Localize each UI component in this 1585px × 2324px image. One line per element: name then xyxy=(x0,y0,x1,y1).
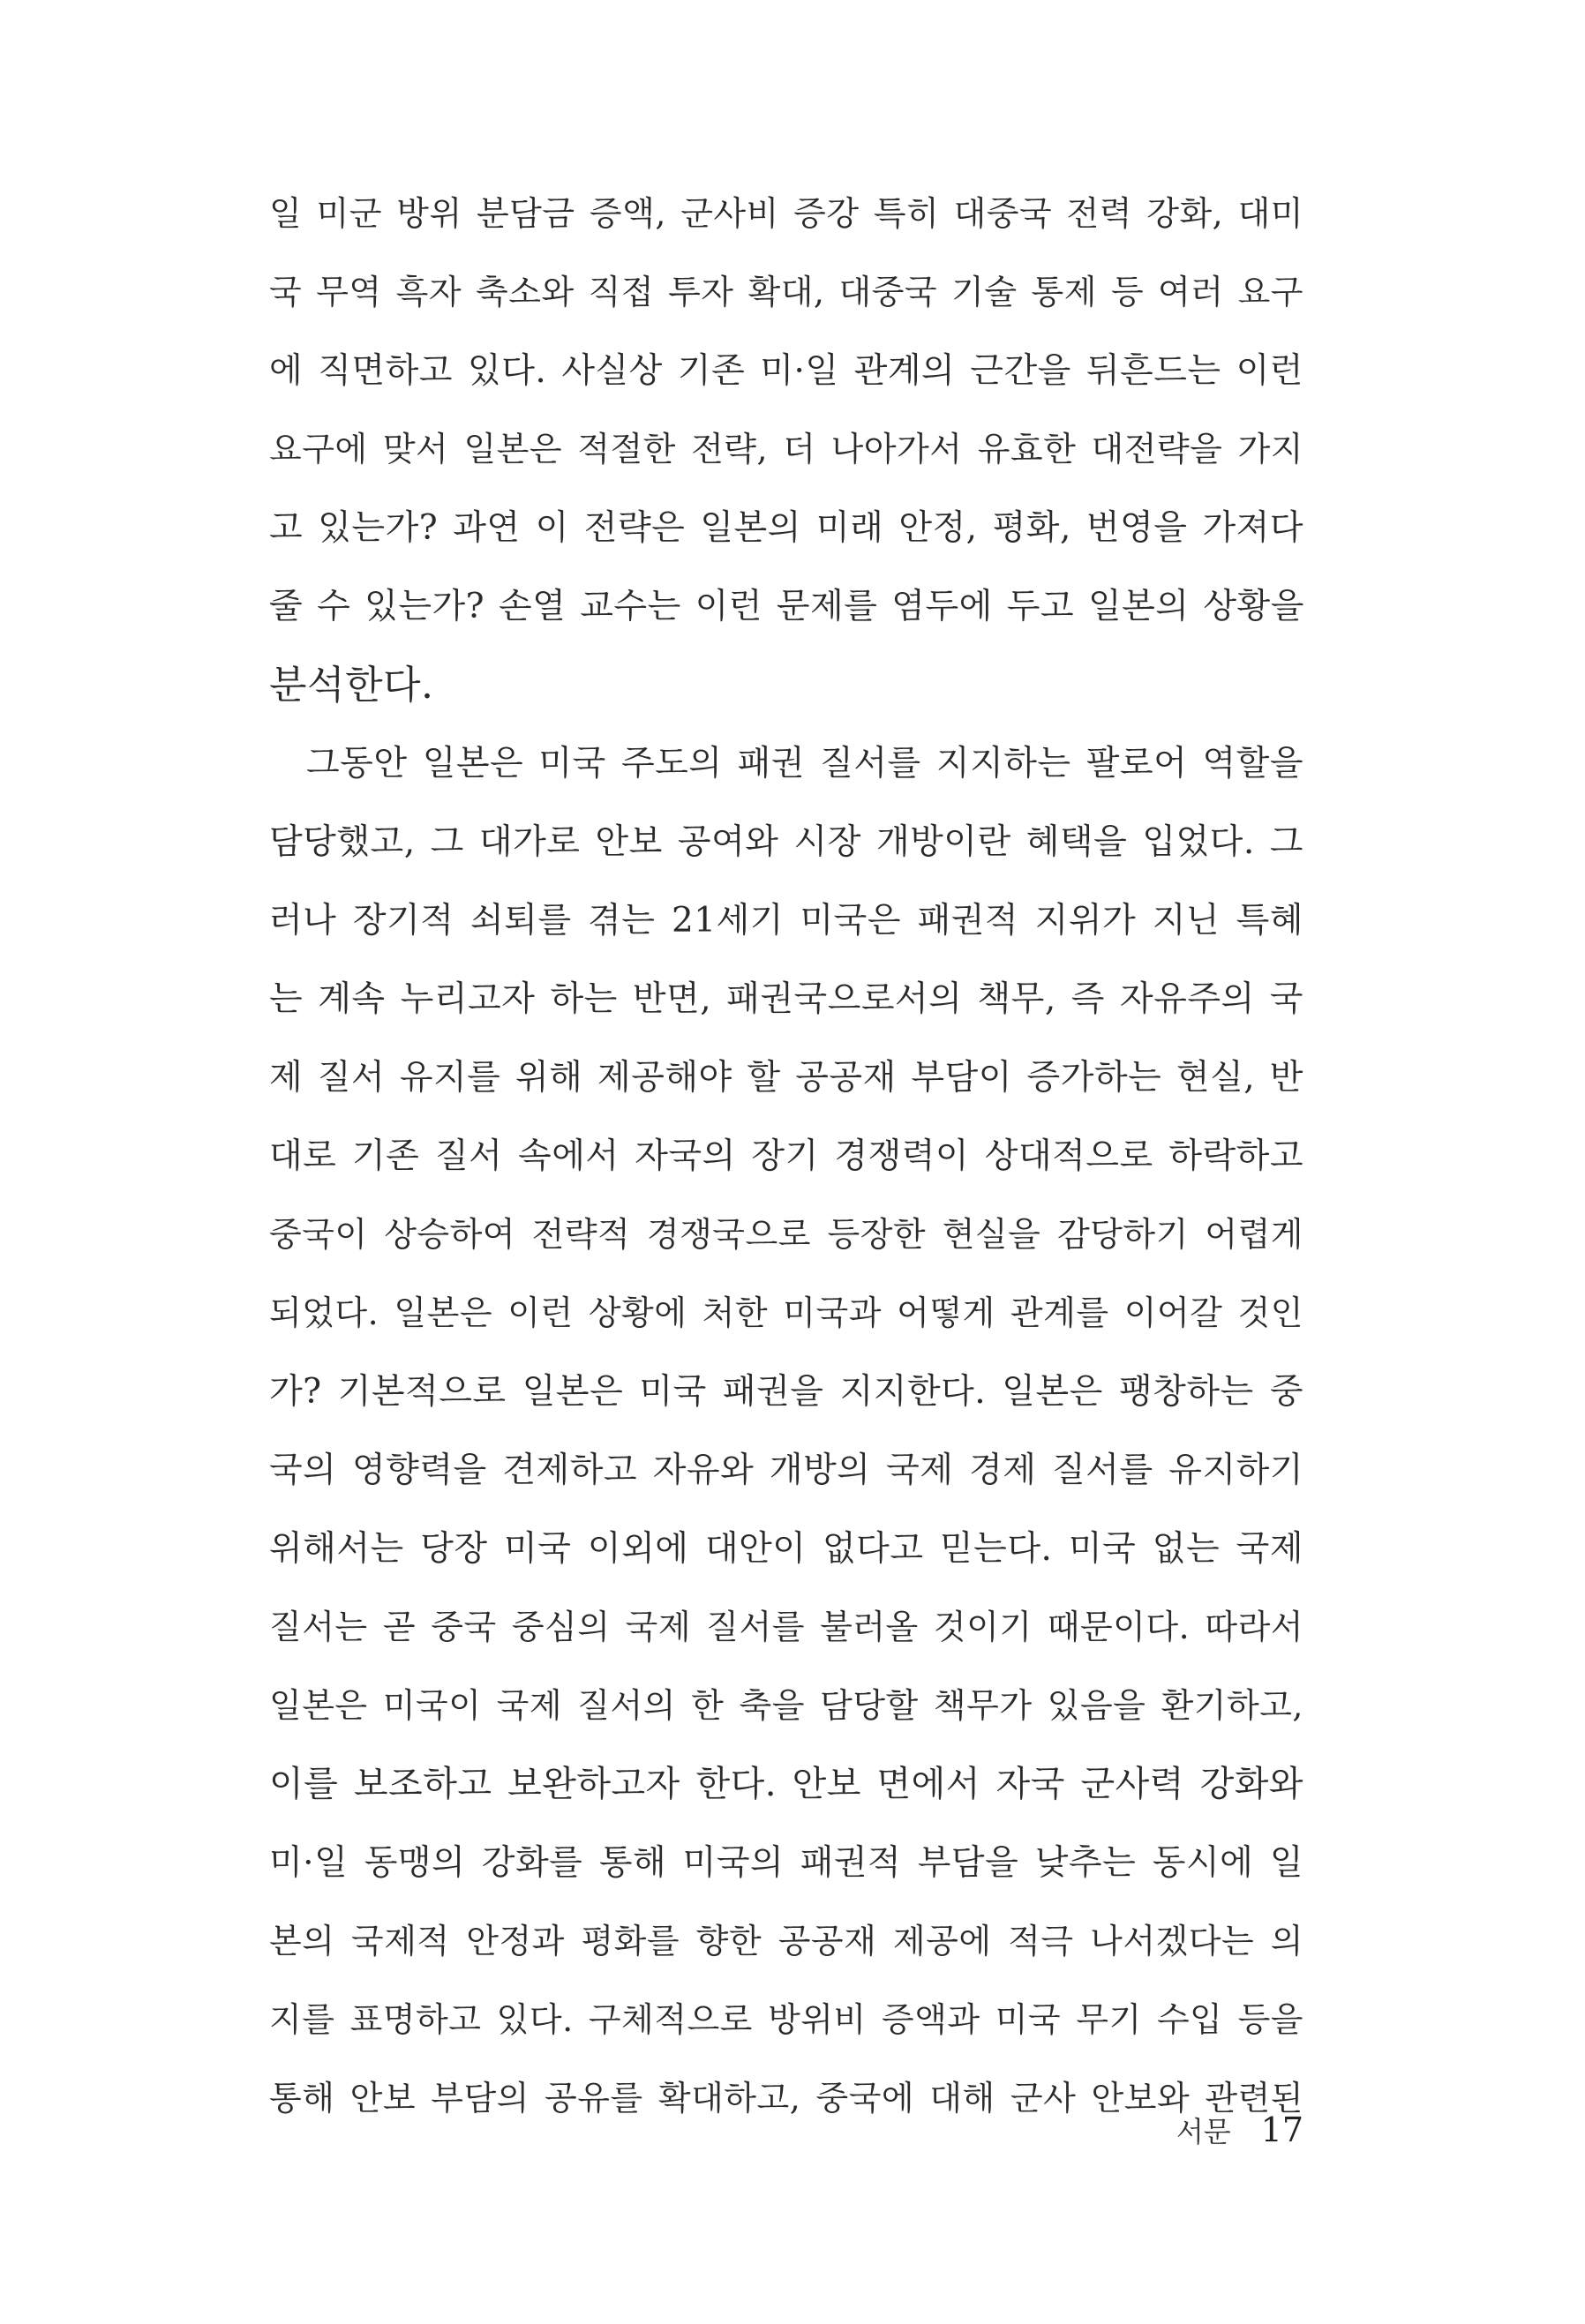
text-line: 일본은 미국이 국제 질서의 한 축을 담당할 책무가 있음을 환기하고, xyxy=(269,1686,1303,1725)
text-line: 대로 기존 질서 속에서 자국의 장기 경쟁력이 상대적으로 하락하고 xyxy=(269,1136,1303,1176)
text-line: 국 무역 흑자 축소와 직접 투자 확대, 대중국 기술 통제 등 여러 요구 xyxy=(269,273,1303,311)
text-line: 국의 영향력을 견제하고 자유와 개방의 국제 경제 질서를 유지하기 xyxy=(269,1451,1303,1490)
text-line: 지를 표명하고 있다. 구체적으로 방위비 증액과 미국 무기 수입 등을 xyxy=(269,2000,1303,2039)
text-line: 요구에 맞서 일본은 적절한 전략, 더 나아가서 유효한 대전략을 가지 xyxy=(269,430,1303,469)
text-line: 미·일 동맹의 강화를 통해 미국의 패권적 부담을 낮추는 동시에 일 xyxy=(269,1843,1303,1883)
page-body xyxy=(269,175,1303,2138)
text-line: 일 미군 방위 분담금 증액, 군사비 증강 특히 대중국 전력 강화, 대미 xyxy=(269,194,1303,233)
text-line: 분석한다. xyxy=(269,663,434,708)
text-line: 통해 안보 부담의 공유를 확대하고, 중국에 대해 군사 안보와 관련된 xyxy=(269,2079,1303,2118)
text-line: 중국이 상승하여 전략적 경쟁국으로 등장한 현실을 감당하기 어렵게 xyxy=(269,1215,1303,1254)
text-line: 위해서는 당장 미국 이외에 대안이 없다고 믿는다. 미국 없는 국제 xyxy=(269,1529,1303,1569)
text-line: 에 직면하고 있다. 사실상 기존 미·일 관계의 근간을 뒤흔드는 이런 xyxy=(269,351,1303,391)
running-head: 서문 xyxy=(1176,2115,1231,2148)
paragraph-2 xyxy=(269,724,1303,2138)
text-line: 담당했고, 그 대가로 안보 공여와 시장 개방이란 혜택을 입었다. 그 xyxy=(269,822,1303,862)
text-line: 는 계속 누리고자 하는 반면, 패권국으로서의 책무, 즉 자유주의 국 xyxy=(269,979,1303,1019)
text-line: 고 있는가? 과연 이 전략은 일본의 미래 안정, 평화, 번영을 가져다 xyxy=(269,508,1303,548)
text-line: 제 질서 유지를 위해 제공해야 할 공공재 부담이 증가하는 현실, 반 xyxy=(269,1058,1303,1098)
page-footer xyxy=(1165,2103,1303,2156)
text-line: 이를 보조하고 보완하고자 한다. 안보 면에서 자국 군사력 강화와 xyxy=(269,1764,1303,1804)
text-line: 그동안 일본은 미국 주도의 패권 질서를 지지하는 팔로어 역할을 xyxy=(306,744,1303,783)
text-line: 되었다. 일본은 이런 상황에 처한 미국과 어떻게 관계를 이어갈 것인 xyxy=(269,1293,1303,1332)
text-line: 줄 수 있는가? 손열 교수는 이런 문제를 염두에 두고 일본의 상황을 xyxy=(269,587,1304,626)
text-line: 본의 국제적 안정과 평화를 향한 공공재 제공에 적극 나서겠다는 의 xyxy=(269,1922,1303,1960)
text-line: 러나 장기적 쇠퇴를 겪는 21세기 미국은 패권적 지위가 지닌 특혜 xyxy=(269,901,1303,941)
page-number: 17 xyxy=(1260,2110,1303,2149)
text-line: 질서는 곧 중국 중심의 국제 질서를 불러올 것이기 때문이다. 따라서 xyxy=(269,1608,1303,1646)
paragraph-1 xyxy=(269,175,1303,724)
text-line: 가? 기본적으로 일본은 미국 패권을 지지한다. 일본은 팽창하는 중 xyxy=(269,1372,1303,1412)
